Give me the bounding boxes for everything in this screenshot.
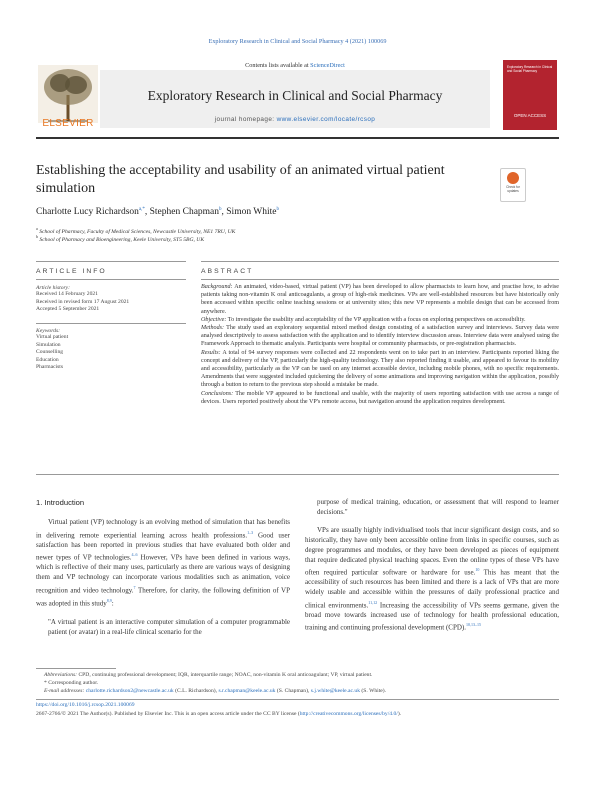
check-for-updates-button[interactable] [500,168,526,202]
citation[interactable]: 8,9 [106,597,112,603]
license-text: 2667-2766/© 2021 The Author(s). Published by Elsevier Inc. This is an open access article under the CC BY license ( [36,711,300,717]
journal-title: Exploratory Research in Clinical and Social Pharmacy [147,88,443,103]
keyword: Simulation [36,341,61,348]
license-link[interactable]: http://creativecommons.org/licenses/by/4.0/ [299,711,398,717]
citation[interactable]: 7 [133,584,136,590]
block-quote: "A virtual patient is an interactive computer simulation of a computer programmable patient (or avatar) in a real-life clinical scenario for the [48,617,290,636]
abstract-body [201,283,559,406]
keywords-label: Keywords: [36,328,61,334]
abstract-conclusions [201,390,559,406]
abbreviations-text: CPD, continuing professional development; IQR, interquartile range; NOAC, non-vitamin K oral anticoagulant; VP, virtual patient. [78,672,373,678]
abbreviations-label: Abbreviations: [44,672,78,678]
contents-available [100,62,490,69]
email-link[interactable]: s.j.white@keele.ac.uk [310,687,361,694]
email-label: E-mail addresses: [44,687,85,694]
body-column-left [36,518,290,637]
keyword: Counselling [36,349,64,356]
keyword: Pharmacists [36,364,64,371]
check-updates-label: Check for updates [506,185,520,193]
body-column-right [305,498,559,633]
abstract-text: A total of 94 survey responses were collected and 22 respondents went on to take part in an interview. Participants reported liking the concept and delivery of the VP, particularly the high-quality technology. They also reported finding it usable, and appeared to favour its mobility and accessibility, particularly as the VP can be used on any internet accessible device, including mobile phones, with no specific requirements. Amendments that were suggested included quickening the delivery of some animations and improving navigation within the application, possibly through a button to return to the previous step should a mistake be made. [201,349,559,389]
text: Virtual patient (VP) technology is an evolving method of simulation that has benefits in delivering remote experiential learning across health professions. [36,518,290,540]
divider [36,261,186,262]
abstract-label: Conclusions: [201,390,234,397]
text: This has meant that the accessibility of such resources has been limited and there is a lack of VPs that are more widely usable and accessible within the pressures of daily professional practice and clinical environments. [305,568,560,609]
text: Increasing the accessibility of VPs seems germane, given the broad move towards increased use of technology for health professional education, training and continuing professional development (CPD). [305,600,559,632]
article-title: Establishing the acceptability and usability of an animated virtual patient simulation [36,163,445,196]
abstract-text: To investigate the usability and acceptability of the VP application with a focus on exploring perspectives on accessibility. [227,316,526,323]
text: VPs are usually highly individualised tools that incur significant design costs, and so historically, they have only been accessible online from links in specific courses, such as degree programmes and modules, or they have been developed as pieces of equipment that require dedicated physical teaching spaces. Even the online types of these VPs have often required particular software or hardware for use. [305,526,559,577]
journal-cover [503,60,557,130]
author-name[interactable]: Simon White [226,207,277,218]
abstract-label: Objective: [201,316,227,323]
author-affil-mark[interactable]: b [276,207,279,212]
email-link[interactable]: charlotte.richardson2@newcastle.ac.uk [85,687,174,694]
text: Therefore, for clarity, the following definition of VP was adopted in this study [36,586,291,608]
abstract-methods [201,324,559,349]
open-access-badge: OPEN ACCESS [513,113,547,118]
emails [44,688,559,696]
text: Good user satisfaction has been reported in previous studies that have evaluated both older and newer types of VP technologies. [36,531,290,562]
divider [36,699,559,700]
divider [36,474,559,475]
divider [36,323,186,324]
author-affil-mark[interactable]: a,* [138,207,145,212]
citation[interactable]: 10 [475,567,480,573]
affiliation-mark: b [36,234,38,239]
history-label: Article history: [36,285,71,291]
abstract-background [201,283,559,316]
masthead-rule [36,137,559,139]
license-text: ). [397,711,402,717]
citation[interactable]: 11,12 [368,599,378,605]
divider [36,279,186,280]
text: : [111,599,114,608]
keyword: Virtual patient [36,334,69,340]
license-line [36,711,559,719]
abstract-results [201,349,559,390]
block-quote-continued: purpose of medical training, education, or assessment that will respond to learner decisions." [317,498,559,516]
author-affil-mark[interactable]: b [219,207,222,212]
text: However, VPs have been defined in various ways, which is reflective of their many uses, particularly as there are various ways of designing them and VP technology can incorporate various modalities such as animation, voice recognition and video technology. [36,553,291,595]
author-list: Charlotte Lucy Richardson$^{a,*}$, Stephen Chapman$^b$, Simon White$^b$ [36,207,279,218]
email-owner: (S. Chapman), [275,687,311,694]
author-name[interactable]: Charlotte Lucy Richardson [36,207,139,218]
history-item: Received in revised form 17 August 2021 [36,298,130,305]
affiliation-text: School of Pharmacy, Faculty of Medical Sciences, Newcastle University, NE1 7RU, UK [39,228,236,235]
citation[interactable]: 1–3 [247,529,254,535]
history-item: Received 14 February 2021 [36,291,98,297]
corresponding-author [44,680,559,688]
affiliation-text: School of Pharmacy and Bioengineering, Keele University, ST5 5BG, UK [39,236,205,243]
sciencedirect-link[interactable]: ScienceDirect [310,62,345,69]
check-updates-icon [507,172,519,184]
abstract-text: The mobile VP appeared to be functional and usable, with the majority of users reporting satisfaction with use across a range of devices. Users reported positively about the VP's remote access, but navigation around the application requires development. [201,390,560,405]
abbreviations [44,672,559,680]
abstract-heading: ABSTRACT [201,268,254,275]
paragraph [36,518,290,609]
section-heading: 1. Introduction [36,498,85,507]
affiliation [36,234,536,243]
email-link[interactable]: s.r.chapman@keele.ac.uk [218,687,276,694]
homepage-prefix: journal homepage: [214,116,277,123]
citation[interactable]: 4–6 [131,552,138,558]
citation[interactable]: 10,13–15 [465,622,481,628]
abstract-objective [201,316,559,324]
homepage-link[interactable]: www.elsevier.com/locate/rcsop [276,116,376,123]
footnote-divider [36,668,116,669]
journal-reference[interactable]: Exploratory Research in Clinical and Social Pharmacy 4 (2021) 100069 [208,38,387,45]
abstract-label: Results: [201,349,221,356]
abstract-label: Methods: [201,325,225,332]
abstract-text: An animated, video-based, virtual patient (VP) has been developed to allow pharmacists to learn how, and practise how, to advise patients taking non-vitamin K oral anticoagulants, a group of high-risk medicines. VPs are well-established resources but have historically only been accessed within specific online teaching sessions or at university sites; this new VP represents a mobile design that can be accessed from anywhere. [201,284,560,315]
contents-prefix: Contents lists available at [245,62,311,69]
corresponding-mark: * [44,679,47,686]
cover-title: Exploratory Research in Clinical and Social Pharmacy [507,65,553,73]
footnotes [44,672,559,695]
abstract-label: Background: [201,284,233,290]
divider [201,261,559,262]
corresponding-text: Corresponding author. [48,679,99,686]
keyword: Education [36,356,59,363]
doi-line [36,702,559,710]
affiliation-mark: a [36,226,38,231]
publisher-logo-text: ELSEVIER [42,118,94,129]
article-history [36,285,196,314]
journal-homepage [100,116,490,123]
divider [201,279,559,280]
history-item: Accepted 5 September 2021 [36,306,100,313]
abstract-text: The study used an exploratory sequential mixed method design consisting of a satisfaction survey and interviews. Survey data were analysed descriptively to assess satisfaction with the application and to identify interview discussion areas. Interview data were analysed using the Framework Approach to thematic analysis. Participants were hospital or community pharmacists, or pre-registration pharmacists. [201,325,559,348]
article-info-heading: ARTICLE INFO [36,268,107,275]
email-owner: (C.L. Richardson), [173,687,219,694]
author-name[interactable]: Stephen Chapman [149,207,220,218]
keywords [36,328,196,372]
email-owner: (S. White). [360,687,387,694]
paragraph [305,526,559,633]
doi-link[interactable]: https://doi.org/10.1016/j.rcsop.2021.100069 [36,702,135,708]
